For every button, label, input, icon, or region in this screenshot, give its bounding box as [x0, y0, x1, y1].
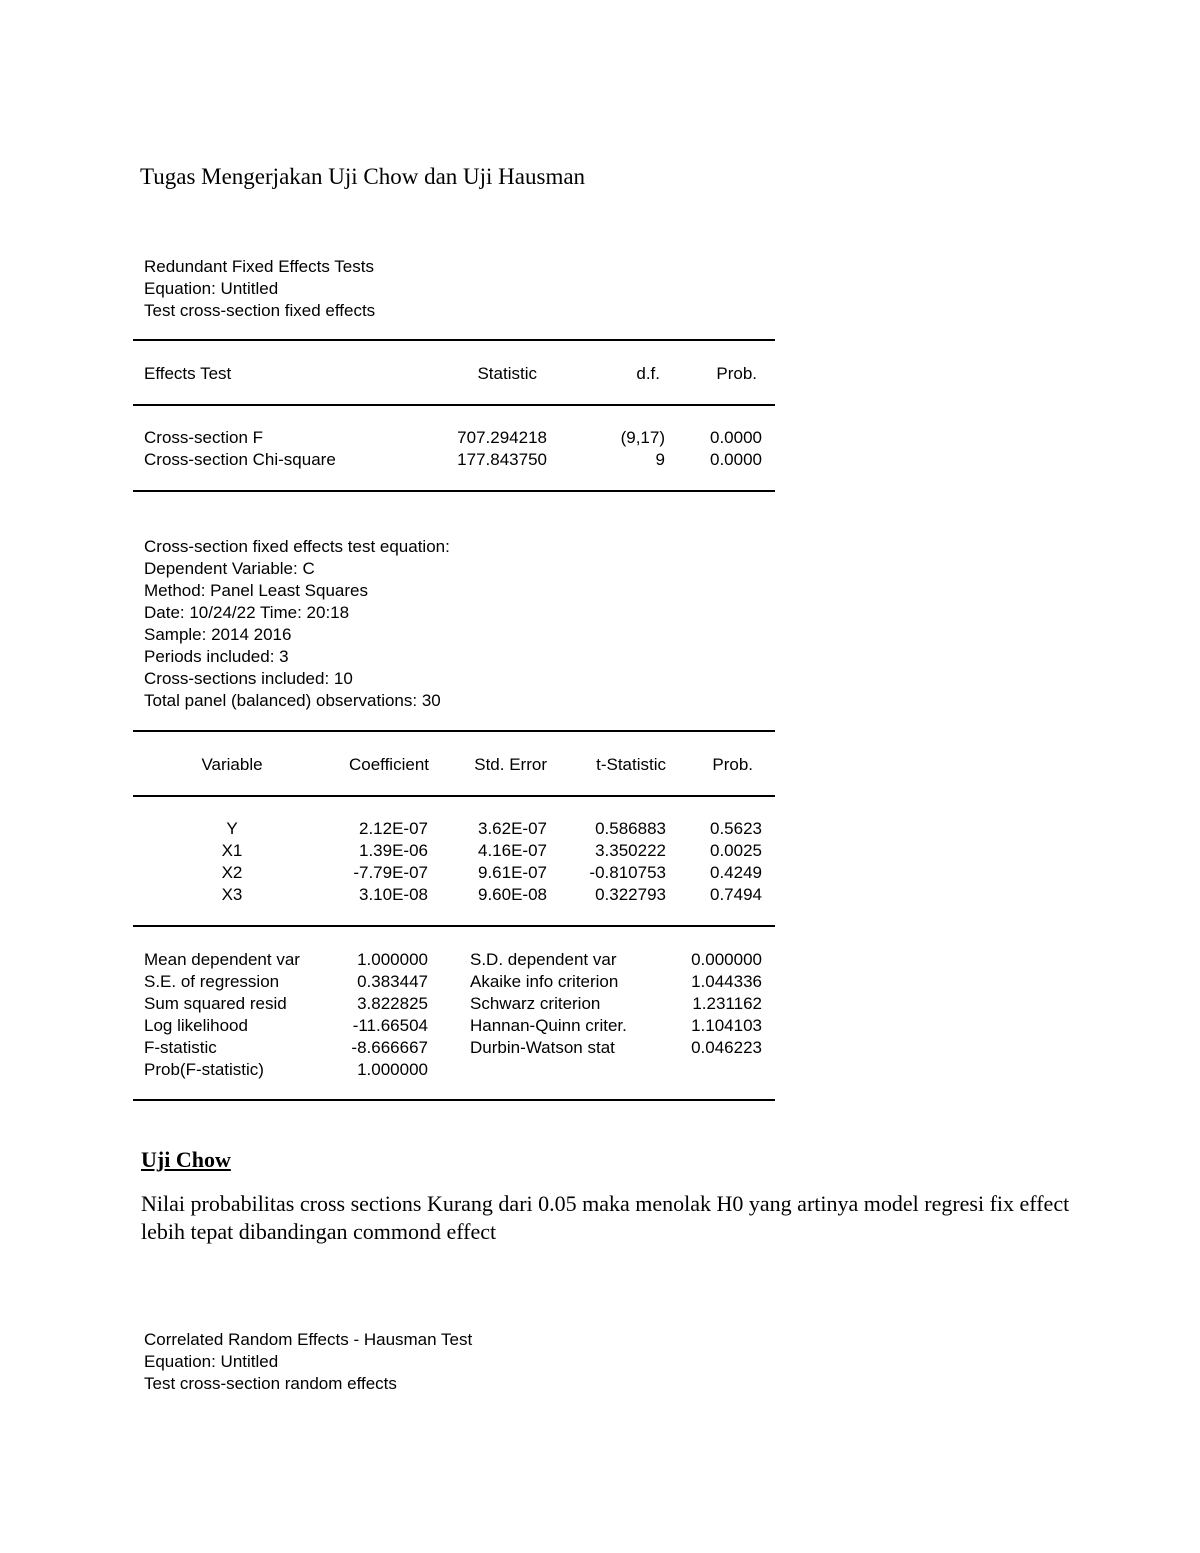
stat-label: S.D. dependent var [470, 950, 617, 969]
stat-label: F-statistic [144, 1038, 217, 1057]
stat-label: Schwarz criterion [470, 994, 601, 1013]
stat-value: -8.666667 [351, 1038, 428, 1057]
table-rule [133, 925, 775, 927]
t-value: 0.586883 [595, 819, 666, 838]
table-rule [133, 1099, 775, 1101]
stat-label: Log likelihood [144, 1016, 248, 1035]
df-value: 9 [655, 450, 665, 469]
hausman-header-line: Equation: Untitled [144, 1352, 279, 1371]
effects-test-name: Cross-section F [144, 428, 264, 447]
stat-value: 1.000000 [357, 950, 428, 969]
se-value: 4.16E-07 [478, 841, 547, 860]
stat-value: 1.104103 [691, 1016, 762, 1035]
info-line: Date: 10/24/22 Time: 20:18 [144, 603, 350, 622]
statistic-value: 177.843750 [457, 450, 547, 469]
col-std-error: Std. Error [474, 755, 547, 774]
info-line: Method: Panel Least Squares [144, 581, 368, 600]
table-rule [133, 490, 775, 492]
prob-value: 0.0000 [710, 450, 762, 469]
stat-value: 1.044336 [691, 972, 762, 991]
se-value: 9.60E-08 [478, 885, 547, 904]
stats-left-labels [144, 949, 300, 1081]
stat-label: Sum squared resid [144, 994, 287, 1013]
stats-right-labels [470, 949, 627, 1059]
redundant-header-line: Equation: Untitled [144, 279, 279, 298]
col-variable: Variable [201, 755, 263, 774]
col-effects-test: Effects Test [144, 364, 232, 383]
stat-value: 3.822825 [357, 994, 428, 1013]
coef-value: 3.10E-08 [359, 885, 428, 904]
test-equation-info [144, 536, 450, 712]
t-value: 3.350222 [595, 841, 666, 860]
hausman-header-line: Test cross-section random effects [144, 1374, 397, 1393]
coef-value: 1.39E-06 [359, 841, 428, 860]
t-value: 0.322793 [595, 885, 666, 904]
stat-label: S.E. of regression [144, 972, 280, 991]
stats-left-values [320, 949, 428, 1081]
stat-value: 0.383447 [357, 972, 428, 991]
table-rule [133, 339, 775, 341]
col-t-statistic: t-Statistic [596, 755, 666, 774]
info-line: Cross-sections included: 10 [144, 669, 353, 688]
stat-label: Durbin-Watson stat [470, 1038, 615, 1057]
stat-label: Hannan-Quinn criter. [470, 1016, 627, 1035]
stat-value: 0.000000 [691, 950, 762, 969]
col-statistic: Statistic [477, 364, 537, 383]
table-rule [133, 795, 775, 797]
info-line: Dependent Variable: C [144, 559, 315, 578]
hausman-header-line: Correlated Random Effects - Hausman Test [144, 1330, 473, 1349]
info-line: Cross-section fixed effects test equation: [144, 537, 450, 556]
stat-value: 0.046223 [691, 1038, 762, 1057]
info-line: Sample: 2014 2016 [144, 625, 292, 644]
section-heading-uji-chow: Uji Chow [141, 1147, 231, 1172]
prob-value: 0.5623 [710, 819, 762, 838]
redundant-test-header [144, 256, 375, 322]
col-prob: Prob. [712, 755, 753, 774]
table-rule [133, 404, 775, 406]
hausman-test-header [144, 1329, 472, 1395]
effects-test-name: Cross-section Chi-square [144, 450, 336, 469]
redundant-header-line: Test cross-section fixed effects [144, 301, 376, 320]
col-df: d.f. [636, 364, 660, 383]
variable-name: X1 [221, 841, 243, 860]
table-rule [133, 730, 775, 732]
stat-label: Mean dependent var [144, 950, 300, 969]
stats-right-values [660, 949, 762, 1059]
variable-name: X2 [221, 863, 243, 882]
page-title: Tugas Mengerjakan Uji Chow dan Uji Hausman [140, 164, 586, 189]
redundant-header-line: Redundant Fixed Effects Tests [144, 257, 374, 276]
col-coefficient: Coefficient [348, 755, 429, 774]
prob-value: 0.0000 [710, 428, 762, 447]
stat-label: Prob(F-statistic) [144, 1060, 264, 1079]
info-line: Total panel (balanced) observations: 30 [144, 691, 441, 710]
stat-value: -11.66504 [352, 1016, 428, 1035]
prob-value: 0.7494 [710, 885, 762, 904]
df-value: (9,17) [620, 428, 665, 447]
se-value: 3.62E-07 [478, 819, 547, 838]
variable-name: Y [226, 819, 238, 838]
statistic-value: 707.294218 [457, 428, 547, 447]
col-prob: Prob. [716, 364, 757, 383]
stat-label: Akaike info criterion [470, 972, 619, 991]
conclusion-paragraph: Nilai probabilitas cross sections Kurang dari 0.05 maka menolak H0 yang artinya model regresi fix effect lebih tepat dibandingan commond effect [141, 1191, 1070, 1244]
variable-name: X3 [221, 885, 243, 904]
coef-value: 2.12E-07 [359, 819, 428, 838]
prob-value: 0.0025 [710, 841, 762, 860]
prob-value: 0.4249 [710, 863, 762, 882]
stat-value: 1.000000 [357, 1060, 428, 1079]
info-line: Periods included: 3 [144, 647, 289, 666]
se-value: 9.61E-07 [478, 863, 547, 882]
coef-value: -7.79E-07 [353, 863, 428, 882]
stat-value: 1.231162 [692, 994, 762, 1013]
t-value: -0.810753 [589, 863, 666, 882]
